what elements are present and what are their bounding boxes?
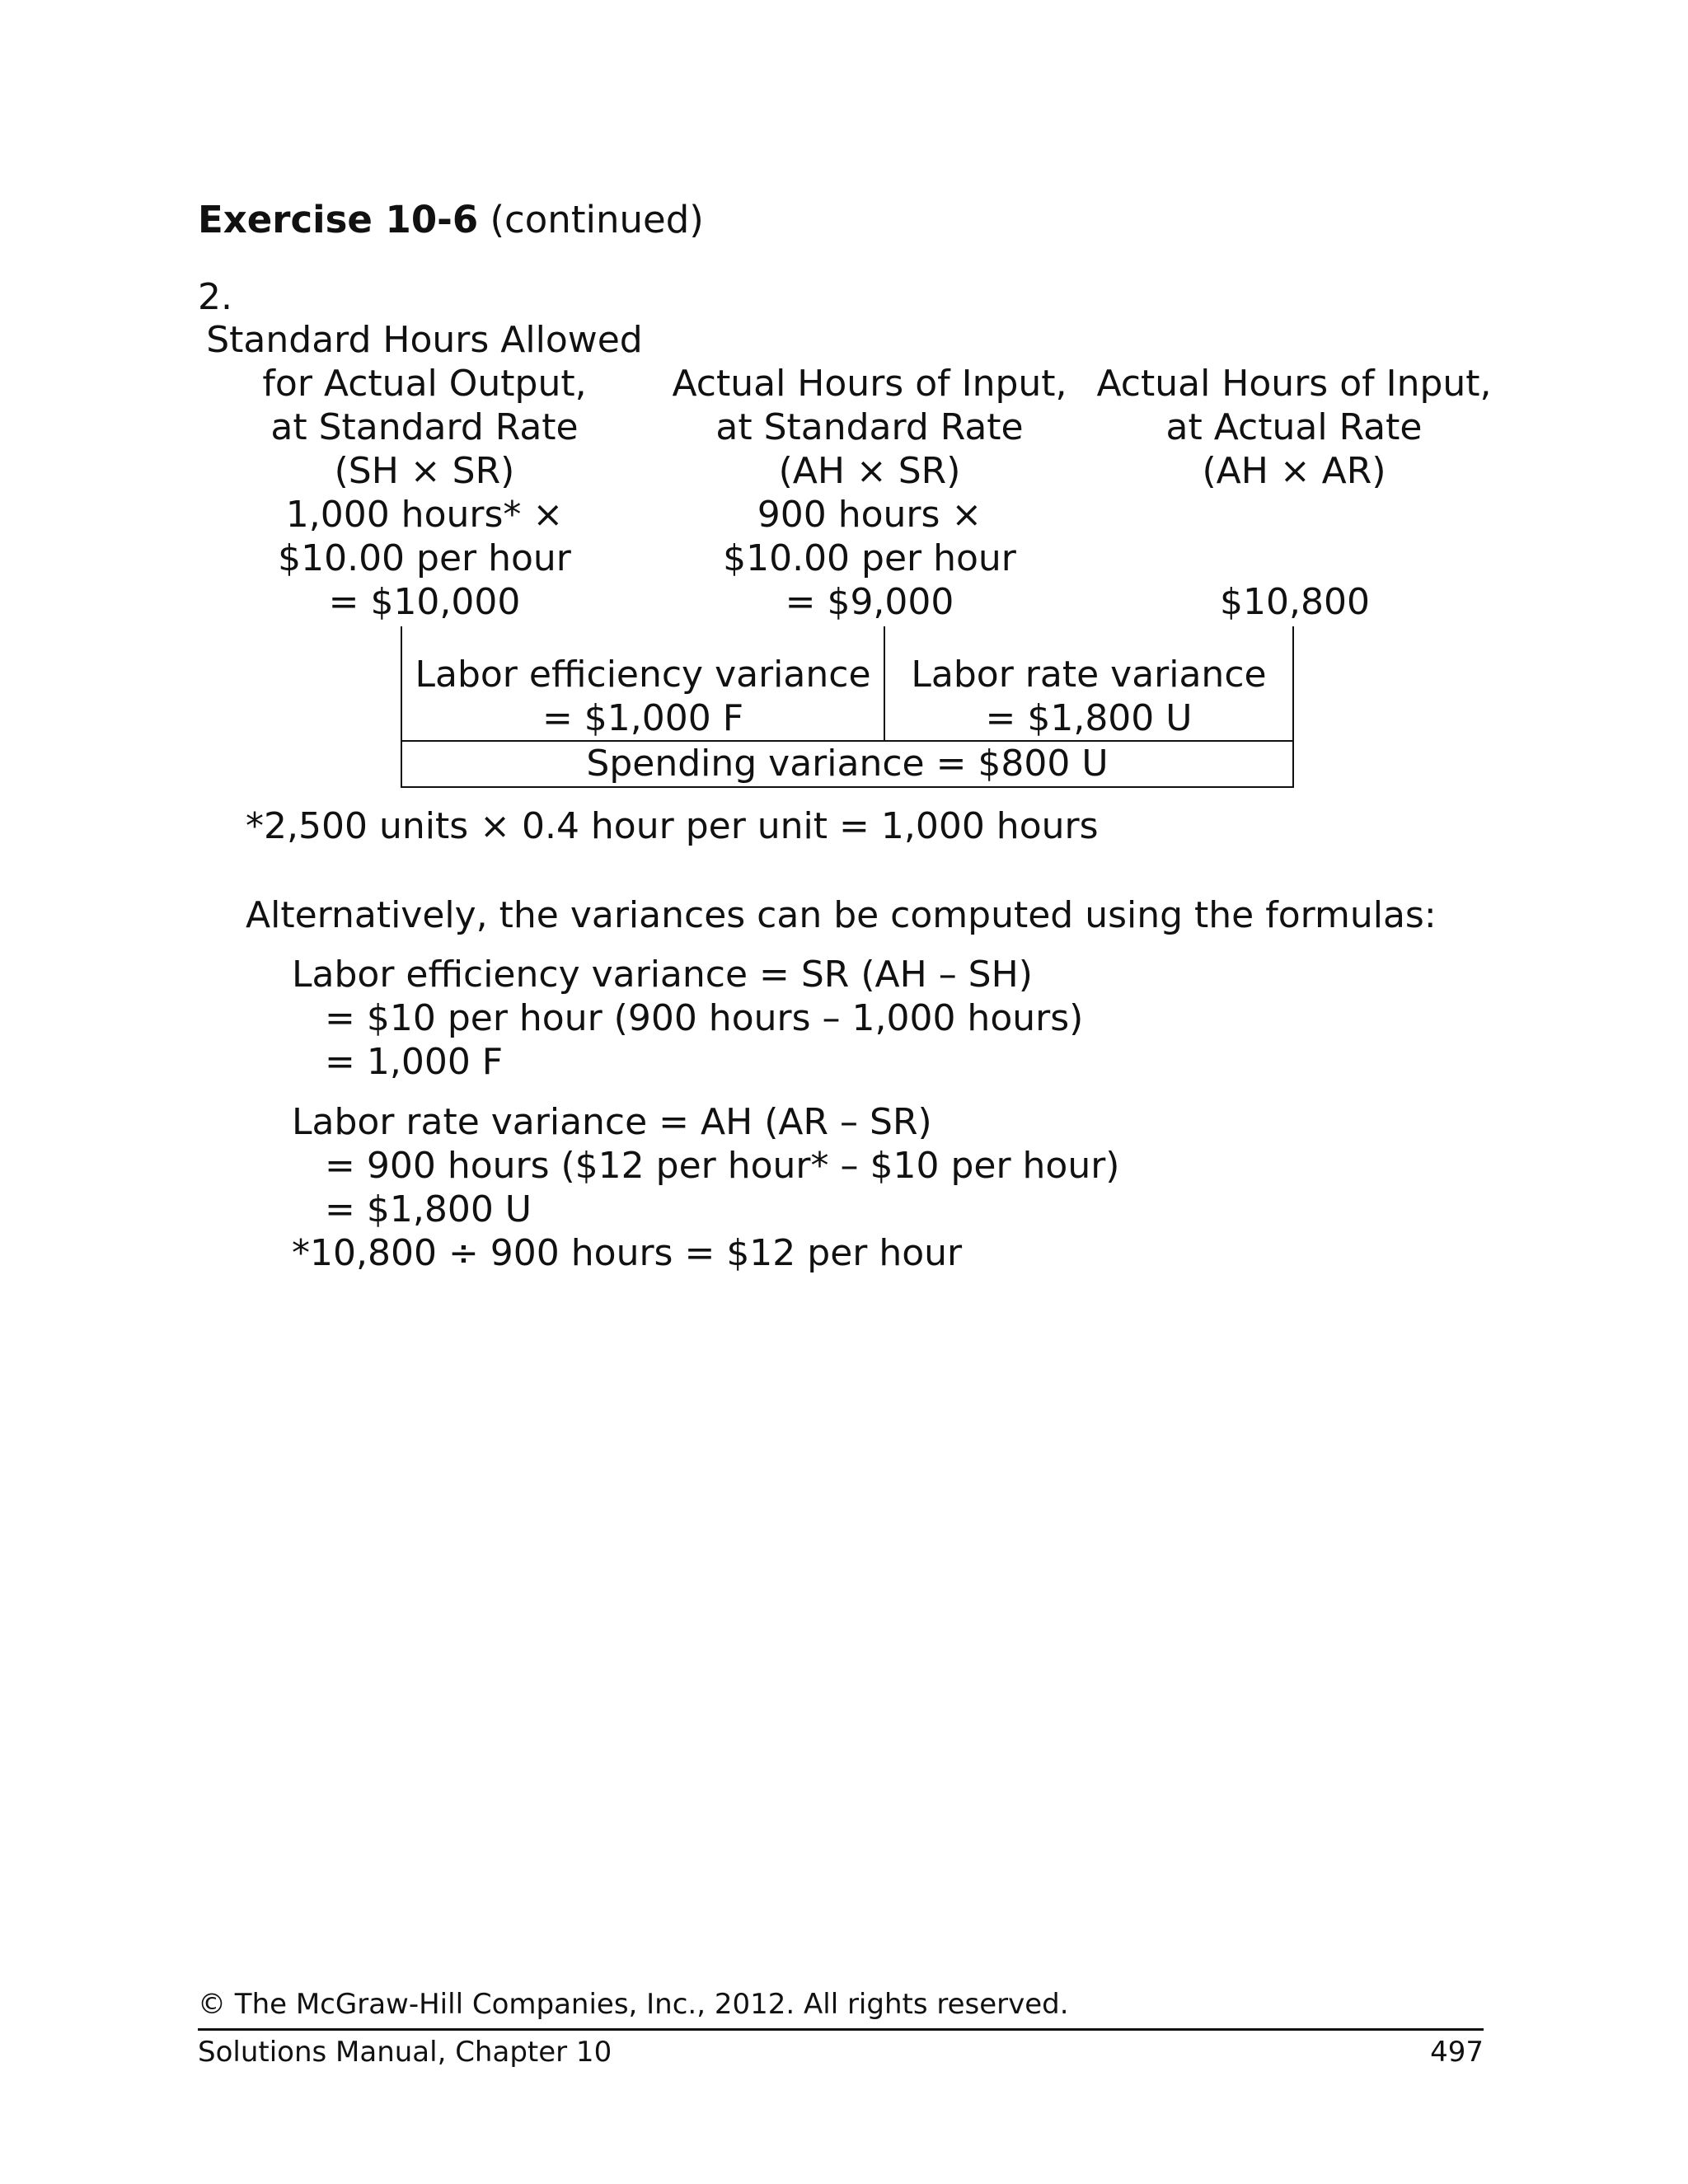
rate-variance-box: [885, 653, 1292, 740]
column-actual-std-line: at Standard Rate: [715, 406, 1024, 448]
footer-copyright: © The McGraw-Hill Companies, Inc., 2012. All rights reserved.: [198, 1988, 1069, 2021]
column-actual-std-line: = $9,000: [785, 581, 954, 623]
formula-rate-line: Labor rate variance = AH (AR – SR): [292, 1101, 932, 1143]
column-actual-hours-actual-rate: [1088, 362, 1500, 493]
column-actual-actual-line: Actual Hours of Input,: [1096, 363, 1492, 405]
column-standard-line: at Standard Rate: [270, 406, 579, 448]
column-actual-std-line: (AH × SR): [778, 450, 961, 492]
column-actual-hours-std-rate: [659, 362, 1080, 624]
diagram-bottom-rule: [401, 786, 1294, 788]
formula-efficiency-line: Labor efficiency variance = SR (AH – SH): [292, 954, 1033, 996]
spending-variance: Spending variance = $800 U: [586, 743, 1109, 785]
column-actual-actual-line: at Actual Rate: [1165, 406, 1423, 448]
exercise-title-bold: Exercise 10-6: [198, 198, 479, 241]
footer-rule: [198, 2028, 1484, 2031]
column-standard: [173, 318, 676, 624]
column-standard-line: (SH × SR): [334, 450, 515, 492]
alternative-intro: Alternatively, the variances can be computed using the formulas:: [246, 894, 1437, 936]
formula-rate-note: *10,800 ÷ 900 hours = $12 per hour: [292, 1232, 963, 1274]
efficiency-variance-label: Labor efficiency variance: [415, 654, 871, 696]
column-standard-line: for Actual Output,: [262, 363, 587, 405]
column-actual-actual-line: (AH × AR): [1202, 450, 1386, 492]
exercise-title: [198, 198, 704, 242]
column-actual-std-line: 900 hours ×: [757, 494, 982, 536]
column-standard-line: = $10,000: [328, 581, 521, 623]
formula-efficiency-line: = $10 per hour (900 hours – 1,000 hours): [325, 997, 1084, 1039]
column-standard-line: Standard Hours Allowed: [206, 319, 643, 361]
column-standard-line: $10.00 per hour: [278, 537, 571, 579]
column-actual-std-line: Actual Hours of Input,: [672, 363, 1067, 405]
efficiency-variance-box: [402, 653, 884, 740]
diagram-right-border: [1292, 626, 1294, 788]
rate-variance-value: = $1,800 U: [985, 697, 1193, 739]
formula-rate-line: = 900 hours ($12 per hour* – $10 per hour): [325, 1145, 1120, 1187]
rate-variance-label: Labor rate variance: [911, 654, 1267, 696]
page-number: 497: [1430, 2036, 1484, 2069]
column-actual-std-line: $10.00 per hour: [723, 537, 1016, 579]
formula-rate-line: = $1,800 U: [325, 1188, 532, 1230]
part-number: 2.: [198, 276, 232, 318]
exercise-title-rest: (continued): [478, 198, 704, 241]
column-actual-actual-total: $10,800: [1220, 581, 1370, 623]
footnote-hours: *2,500 units × 0.4 hour per unit = 1,000 hours: [246, 805, 1099, 847]
formula-efficiency-line: = 1,000 F: [325, 1041, 504, 1083]
column-standard-line: 1,000 hours* ×: [285, 494, 564, 536]
footer-manual-chapter: Solutions Manual, Chapter 10: [198, 2036, 612, 2069]
efficiency-variance-value: = $1,000 F: [542, 697, 744, 739]
